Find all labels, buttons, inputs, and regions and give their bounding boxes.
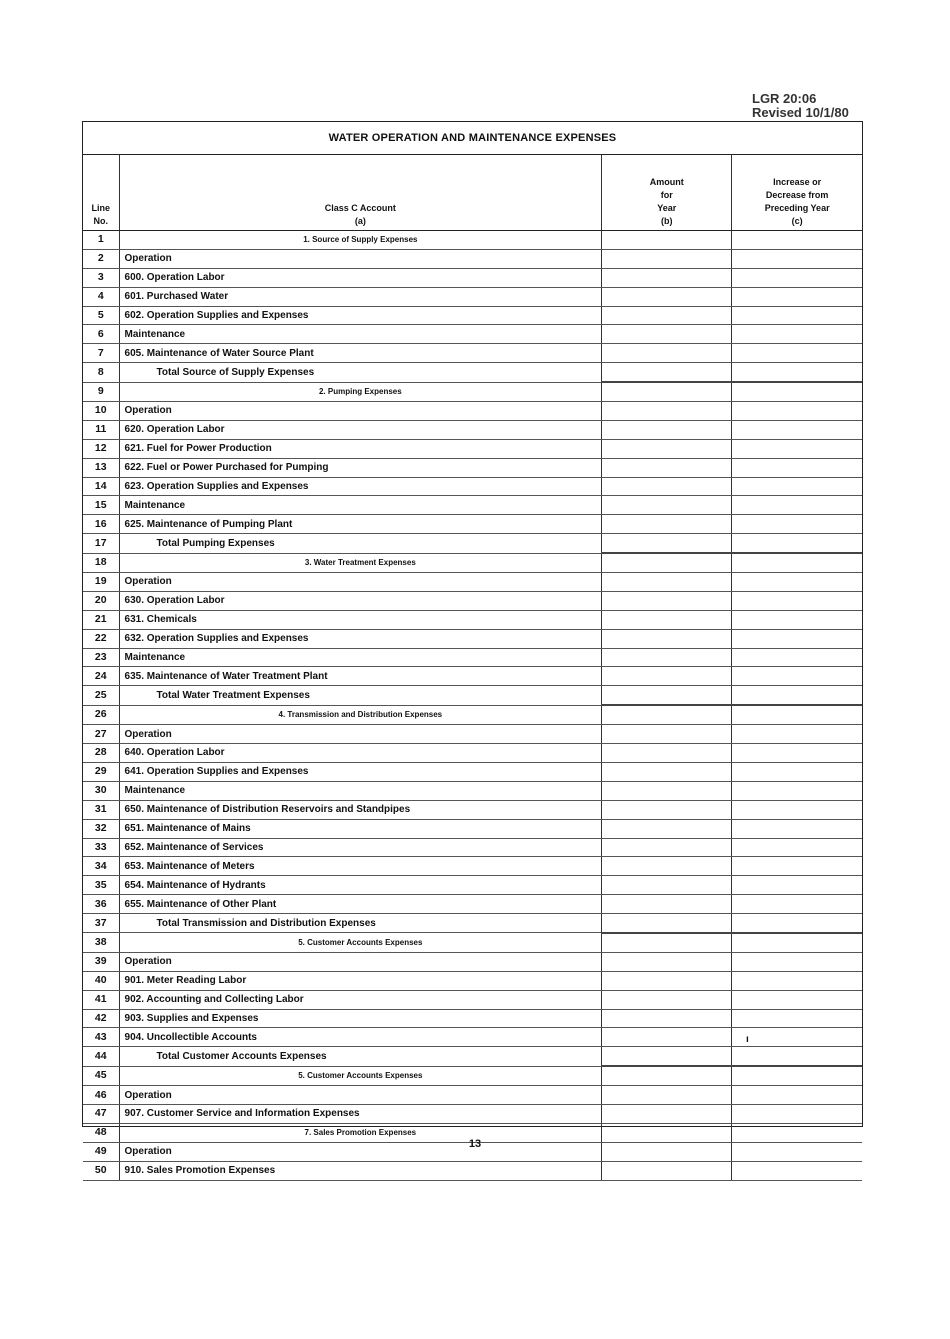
table-row [83,382,862,401]
amount-cell[interactable] [602,363,732,382]
header-amount-for-year: Amount for Year (b) [602,155,732,231]
change-cell[interactable] [732,1009,862,1028]
line-number: 10 [83,402,119,421]
account-label: 630. Operation Labor [119,591,602,610]
change-cell[interactable] [732,439,862,458]
line-number: 41 [83,990,119,1009]
change-cell[interactable] [732,496,862,515]
table-row [83,933,862,952]
table-row [83,515,862,534]
line-number: 29 [83,762,119,781]
line-number: 35 [83,876,119,895]
account-label: Maintenance [119,648,602,667]
table-row [83,914,862,933]
table-row [83,231,862,250]
change-cell[interactable] [732,458,862,477]
line-number: 27 [83,725,119,744]
amount-cell[interactable] [602,1066,732,1085]
change-cell[interactable] [732,705,862,724]
line-number: 38 [83,933,119,952]
account-label: 654. Maintenance of Hydrants [119,876,602,895]
amount-cell[interactable] [602,667,732,686]
section-heading: 5. Customer Accounts Expenses [119,1066,602,1085]
change-cell[interactable] [732,1104,862,1123]
account-label: 625. Maintenance of Pumping Plant [119,515,602,534]
line-number: 37 [83,914,119,933]
line-number: 43 [83,1028,119,1047]
line-number: 22 [83,629,119,648]
amount-cell[interactable] [602,306,732,325]
line-number: 20 [83,591,119,610]
amount-cell[interactable] [602,762,732,781]
amount-cell[interactable] [602,895,732,914]
line-number: 12 [83,439,119,458]
expense-table [83,155,862,1181]
line-number: 47 [83,1104,119,1123]
line-number: 21 [83,610,119,629]
table-row [83,591,862,610]
line-number: 4 [83,287,119,306]
account-label: 621. Fuel for Power Production [119,439,602,458]
change-cell[interactable] [732,477,862,496]
header-increase-decrease: Increase or Decrease from Preceding Year (c) [732,155,862,231]
account-label: 640. Operation Labor [119,744,602,763]
form-identifier [752,92,862,120]
amount-cell[interactable] [602,573,732,592]
account-label: Operation [119,725,602,744]
line-number: 17 [83,534,119,553]
table-row [83,819,862,838]
line-number: 31 [83,800,119,819]
table-row [83,306,862,325]
amount-cell[interactable] [602,458,732,477]
change-cell[interactable] [732,344,862,363]
change-cell[interactable] [732,1161,862,1180]
change-cell[interactable] [732,629,862,648]
form-number: LGR 20:06 [752,91,817,106]
account-label: 600. Operation Labor [119,268,602,287]
change-cell[interactable] [732,781,862,800]
change-cell[interactable] [732,1066,862,1085]
table-row [83,725,862,744]
expense-form [82,121,863,1177]
section-heading: 5. Customer Accounts Expenses [119,933,602,952]
header-class-c-account: Class C Account (a) [119,155,602,231]
change-cell[interactable] [732,725,862,744]
section-heading: 4. Transmission and Distribution Expenses [119,705,602,724]
account-label: 910. Sales Promotion Expenses [119,1161,602,1180]
table-row [83,705,862,724]
amount-cell[interactable] [602,344,732,363]
account-label: Operation [119,1142,602,1161]
account-label: 631. Chemicals [119,610,602,629]
table-row [83,496,862,515]
line-number: 48 [83,1123,119,1142]
section-heading: 7. Sales Promotion Expenses [119,1123,602,1142]
amount-cell[interactable] [602,534,732,553]
amount-cell[interactable] [602,515,732,534]
change-cell[interactable] [732,249,862,268]
amount-cell[interactable] [602,1028,732,1047]
line-number: 44 [83,1047,119,1066]
table-row [83,287,862,306]
change-cell[interactable] [732,231,862,250]
line-number: 30 [83,781,119,800]
amount-cell[interactable] [602,1104,732,1123]
amount-cell[interactable] [602,952,732,971]
change-cell[interactable] [732,933,862,952]
amount-cell[interactable] [602,439,732,458]
table-row [83,402,862,421]
change-cell[interactable] [732,762,862,781]
line-number: 15 [83,496,119,515]
change-cell[interactable] [732,573,862,592]
line-number: 2 [83,249,119,268]
account-label: Maintenance [119,325,602,344]
account-label: 605. Maintenance of Water Source Plant [119,344,602,363]
account-label: 641. Operation Supplies and Expenses [119,762,602,781]
account-label: 632. Operation Supplies and Expenses [119,629,602,648]
change-cell[interactable] [732,971,862,990]
amount-cell[interactable] [602,914,732,933]
line-number: 14 [83,477,119,496]
change-cell[interactable] [732,667,862,686]
amount-cell[interactable] [602,838,732,857]
line-number: 32 [83,819,119,838]
table-row [83,534,862,553]
account-label: Operation [119,402,602,421]
line-number: 11 [83,420,119,439]
line-number: 46 [83,1086,119,1105]
table-row [83,249,862,268]
line-number: 40 [83,971,119,990]
total-label: Total Water Treatment Expenses [119,686,602,705]
line-number: 23 [83,648,119,667]
table-row [83,458,862,477]
account-label: 622. Fuel or Power Purchased for Pumping [119,458,602,477]
account-label: 655. Maintenance of Other Plant [119,895,602,914]
account-label: 903. Supplies and Expenses [119,1009,602,1028]
total-label: Total Customer Accounts Expenses [119,1047,602,1066]
change-cell[interactable] [732,402,862,421]
line-number: 6 [83,325,119,344]
line-number: 13 [83,458,119,477]
table-row [83,629,862,648]
change-cell[interactable] [732,895,862,914]
form-revision: Revised 10/1/80 [752,105,849,120]
change-cell[interactable] [732,952,862,971]
account-label: 635. Maintenance of Water Treatment Plant [119,667,602,686]
section-heading: 3. Water Treatment Expenses [119,553,602,572]
account-label: 650. Maintenance of Distribution Reservoirs and Standpipes [119,800,602,819]
amount-cell[interactable] [602,591,732,610]
account-label: Maintenance [119,781,602,800]
amount-cell[interactable] [602,325,732,344]
change-cell[interactable] [732,990,862,1009]
account-label: Operation [119,952,602,971]
line-number: 50 [83,1161,119,1180]
table-row [83,990,862,1009]
account-label: Operation [119,573,602,592]
change-cell[interactable] [732,857,862,876]
table-row [83,1047,862,1066]
change-cell[interactable] [732,363,862,382]
table-row [83,1104,862,1123]
line-number: 28 [83,744,119,763]
amount-cell[interactable] [602,744,732,763]
line-number: 42 [83,1009,119,1028]
table-row [83,800,862,819]
amount-cell[interactable] [602,1161,732,1180]
table-row [83,895,862,914]
change-cell[interactable] [732,306,862,325]
account-label: 620. Operation Labor [119,420,602,439]
change-cell[interactable] [732,610,862,629]
amount-cell[interactable] [602,725,732,744]
account-label: 901. Meter Reading Labor [119,971,602,990]
line-number: 7 [83,344,119,363]
amount-cell[interactable] [602,402,732,421]
account-label: Maintenance [119,496,602,515]
account-label: 904. Uncollectible Accounts [119,1028,602,1047]
account-label: 602. Operation Supplies and Expenses [119,306,602,325]
account-label: Operation [119,1086,602,1105]
amount-cell[interactable] [602,420,732,439]
account-label: 651. Maintenance of Mains [119,819,602,838]
change-cell[interactable] [732,325,862,344]
amount-cell[interactable] [602,553,732,572]
section-heading: 1. Source of Supply Expenses [119,231,602,250]
amount-cell[interactable] [602,1086,732,1105]
table-row [83,553,862,572]
header-row [83,155,862,231]
change-cell[interactable] [732,1047,862,1066]
change-cell[interactable] [732,287,862,306]
amount-cell[interactable] [602,857,732,876]
page-number: 13 [468,1138,482,1150]
account-label: 623. Operation Supplies and Expenses [119,477,602,496]
amount-cell[interactable] [602,287,732,306]
amount-cell[interactable] [602,990,732,1009]
table-row [83,762,862,781]
line-number: 34 [83,857,119,876]
amount-cell[interactable] [602,648,732,667]
amount-cell[interactable] [602,610,732,629]
change-cell[interactable] [732,534,862,553]
table-row [83,477,862,496]
table-row [83,744,862,763]
account-label: 601. Purchased Water [119,287,602,306]
amount-cell[interactable] [602,800,732,819]
amount-cell[interactable] [602,781,732,800]
account-label: 653. Maintenance of Meters [119,857,602,876]
amount-cell[interactable] [602,705,732,724]
table-row [83,268,862,287]
line-number: 25 [83,686,119,705]
line-number: 9 [83,382,119,401]
change-cell[interactable] [732,420,862,439]
table-row [83,439,862,458]
table-row [83,952,862,971]
amount-cell[interactable] [602,1047,732,1066]
amount-cell[interactable] [602,268,732,287]
table-row [83,325,862,344]
line-number: 5 [83,306,119,325]
change-cell[interactable] [732,591,862,610]
amount-cell[interactable] [602,249,732,268]
change-cell[interactable] [732,838,862,857]
line-number: 1 [83,231,119,250]
change-cell[interactable] [732,648,862,667]
line-number: 8 [83,363,119,382]
table-row [83,363,862,382]
form-title: WATER OPERATION AND MAINTENANCE EXPENSES [83,122,862,155]
amount-cell[interactable] [602,1009,732,1028]
amount-cell[interactable] [602,971,732,990]
total-label: Total Pumping Expenses [119,534,602,553]
header-line-no: Line No. [83,155,119,231]
change-cell[interactable] [732,686,862,705]
line-number: 39 [83,952,119,971]
table-row [83,610,862,629]
table-row [83,420,862,439]
amount-cell[interactable] [602,686,732,705]
line-number: 3 [83,268,119,287]
line-number: 45 [83,1066,119,1085]
amount-cell[interactable] [602,231,732,250]
table-row [83,876,862,895]
table-row [83,857,862,876]
stray-mark: ı [746,1034,749,1045]
line-number: 24 [83,667,119,686]
account-label: 652. Maintenance of Services [119,838,602,857]
change-cell[interactable] [732,268,862,287]
change-cell[interactable] [732,1086,862,1105]
table-row [83,1066,862,1085]
change-cell[interactable] [732,914,862,933]
amount-cell[interactable] [602,496,732,515]
amount-cell[interactable] [602,477,732,496]
line-number: 16 [83,515,119,534]
amount-cell[interactable] [602,876,732,895]
total-label: Total Source of Supply Expenses [119,363,602,382]
table-row [83,1009,862,1028]
amount-cell[interactable] [602,382,732,401]
table-row [83,838,862,857]
change-cell[interactable] [732,819,862,838]
line-number: 19 [83,573,119,592]
amount-cell[interactable] [602,819,732,838]
table-row [83,344,862,363]
line-number: 26 [83,705,119,724]
change-cell[interactable] [732,1028,862,1047]
change-cell[interactable] [732,553,862,572]
line-number: 36 [83,895,119,914]
change-cell[interactable] [732,382,862,401]
table-row [83,971,862,990]
amount-cell[interactable] [602,629,732,648]
table-row [83,573,862,592]
account-label: Operation [119,249,602,268]
line-number: 49 [83,1142,119,1161]
amount-cell[interactable] [602,933,732,952]
change-cell[interactable] [732,744,862,763]
total-label: Total Transmission and Distribution Expenses [119,914,602,933]
line-number: 18 [83,553,119,572]
table-row [83,648,862,667]
section-heading: 2. Pumping Expenses [119,382,602,401]
table-row [83,781,862,800]
change-cell[interactable] [732,515,862,534]
table-row [83,667,862,686]
table-row [83,1161,862,1180]
line-number: 33 [83,838,119,857]
account-label: 902. Accounting and Collecting Labor [119,990,602,1009]
table-row [83,686,862,705]
change-cell[interactable] [732,800,862,819]
table-row [83,1086,862,1105]
account-label: 907. Customer Service and Information Expenses [119,1104,602,1123]
change-cell[interactable] [732,876,862,895]
